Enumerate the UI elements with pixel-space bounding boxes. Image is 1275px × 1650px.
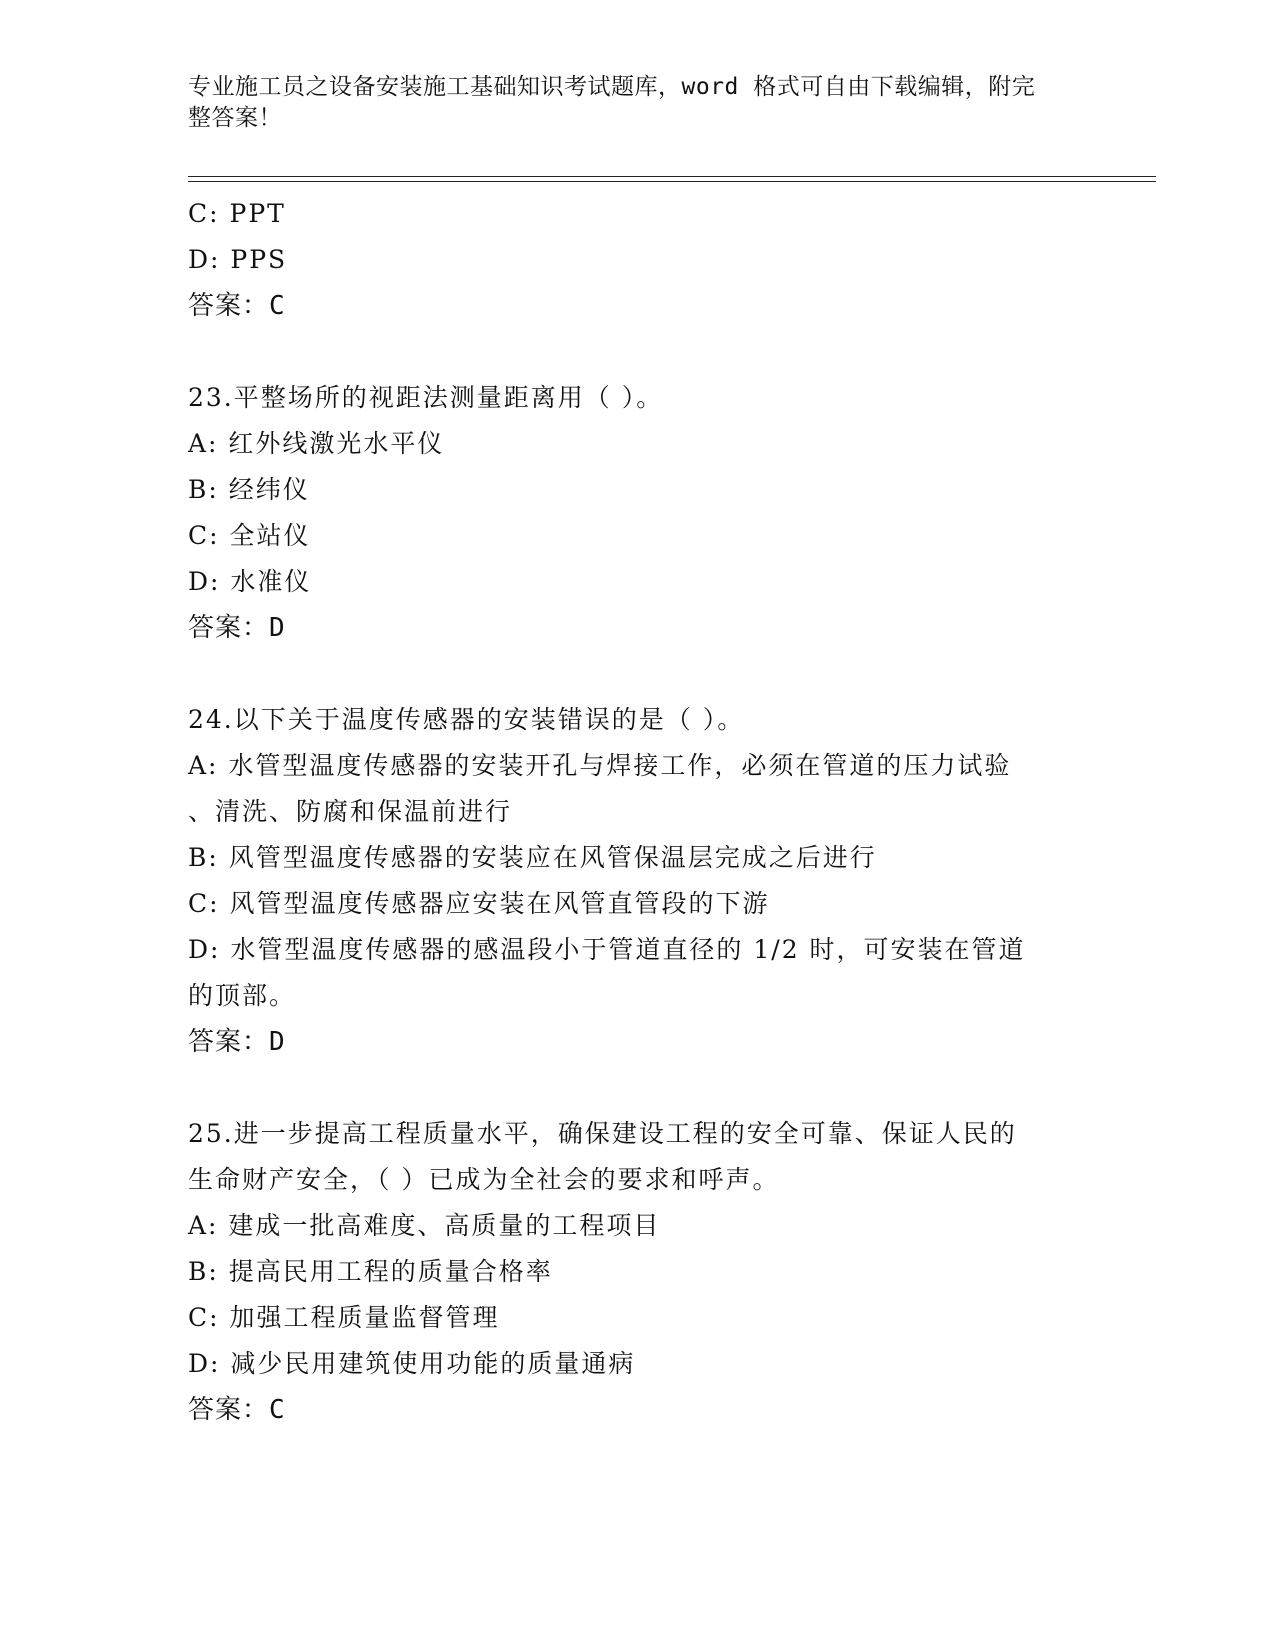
header-line-1: 专业施工员之设备安装施工基础知识考试题库，word 格式可自由下载编辑，附完	[188, 74, 1036, 100]
option-b: B: 提高民用工程的质量合格率	[188, 1257, 553, 1286]
question-25	[188, 1111, 1088, 1433]
question-text-line-1: 25.进一步提高工程质量水平，确保建设工程的安全可靠、保证人民的	[188, 1119, 1017, 1148]
option-d-line-1: D: 水管型温度传感器的感温段小于管道直径的 1/2 时，可安装在管道	[188, 935, 1026, 964]
document-header	[188, 72, 1068, 134]
question-text-line-2: 生命财产安全，（ ）已成为全社会的要求和呼声。	[188, 1165, 780, 1194]
option-d-line-2: 的顶部。	[188, 981, 297, 1010]
option-c: C: 加强工程质量监督管理	[188, 1303, 500, 1332]
option-d: D: PPS	[188, 245, 288, 274]
option-a-line-1: A: 水管型温度传感器的安装开孔与焊接工作，必须在管道的压力试验	[188, 751, 1012, 780]
question-24	[188, 697, 1088, 1065]
header-rule-bottom	[188, 181, 1156, 182]
answer: 答案：D	[188, 1027, 286, 1057]
option-a-line-2: 、清洗、防腐和保温前进行	[188, 797, 513, 826]
question-text: 24.以下关于温度传感器的安装错误的是（ ）。	[188, 705, 745, 734]
answer: 答案：C	[188, 291, 286, 321]
question-list	[188, 191, 1088, 1433]
option-b: B: 风管型温度传感器的安装应在风管保温层完成之后进行	[188, 843, 877, 872]
answer: 答案：C	[188, 1395, 286, 1425]
question-23	[188, 375, 1088, 651]
header-line-2: 整答案！	[188, 105, 282, 131]
question-text: 23.平整场所的视距法测量距离用（ ）。	[188, 383, 664, 412]
spacer	[188, 1065, 1088, 1111]
option-c: C: 风管型温度传感器应安装在风管直管段的下游	[188, 889, 770, 918]
option-b: B: 经纬仪	[188, 475, 310, 504]
option-c: C: PPT	[188, 199, 286, 228]
option-d: D: 减少民用建筑使用功能的质量通病	[188, 1349, 636, 1378]
header-rule-top	[188, 176, 1156, 177]
option-a: A: 红外线激光水平仪	[188, 429, 445, 458]
question-22	[188, 191, 1088, 329]
option-d: D: 水准仪	[188, 567, 312, 596]
spacer	[188, 651, 1088, 697]
option-a: A: 建成一批高难度、高质量的工程项目	[188, 1211, 661, 1240]
answer: 答案：D	[188, 613, 286, 643]
option-c: C: 全站仪	[188, 521, 311, 550]
spacer	[188, 329, 1088, 375]
